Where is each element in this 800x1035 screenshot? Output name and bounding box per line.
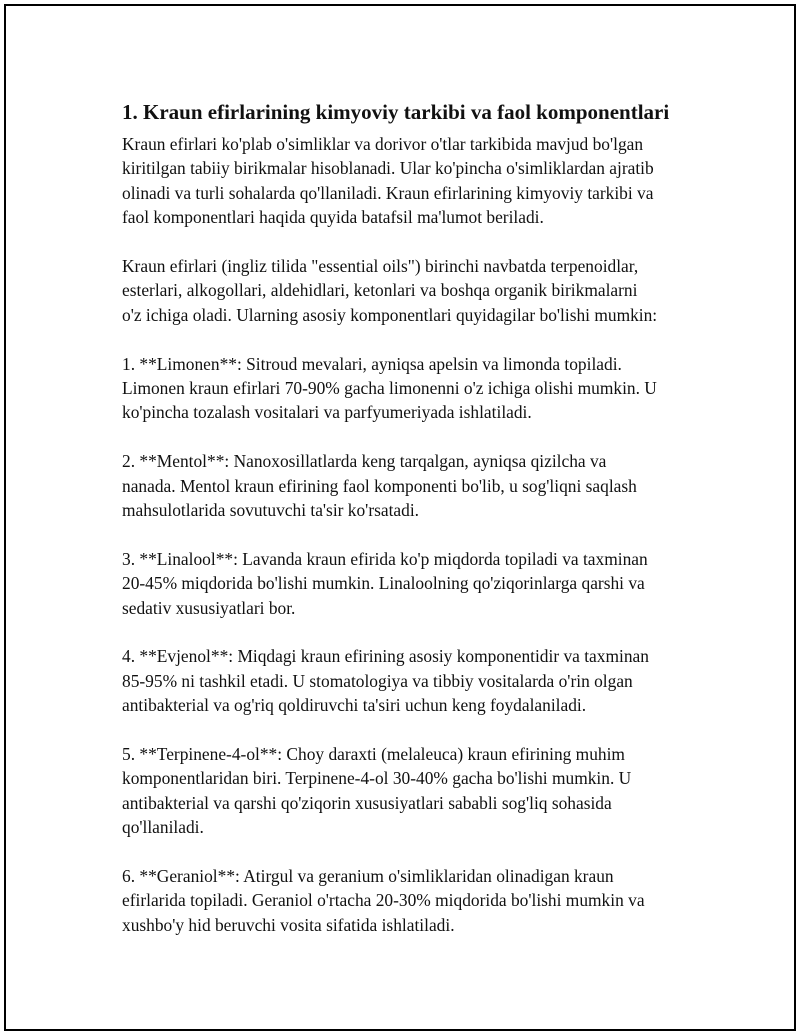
- text-line: komponentlaridan biri. Terpinene-4-ol 30-40% gacha bo'lishi mumkin. U: [122, 768, 632, 789]
- text-line: qo'llaniladi.: [122, 817, 204, 838]
- list-item-mentol: [122, 449, 722, 522]
- text-line: 1. **Limonen**: Sitroud mevalari, ayniqsa apelsin va limonda topiladi.: [122, 353, 622, 374]
- text-line: olinadi va turli sohalarda qo'llaniladi. Kraun efirlarining kimyoviy tarkibi va: [122, 182, 654, 203]
- text-line: nanada. Mentol kraun efirining faol komponenti bo'lib, u sog'liqni saqlash: [122, 475, 637, 496]
- document-body: [122, 98, 722, 962]
- text-line: ko'pincha tozalash vositalari va parfyumeriyada ishlatiladi.: [122, 402, 532, 423]
- text-line: Kraun efirlari (ingliz tilida "essential oils") birinchi navbatda terpenoidlar,: [122, 256, 639, 277]
- paragraph-overview: [122, 254, 722, 327]
- text-line: xushbo'y hid beruvchi vosita sifatida ishlatiladi.: [122, 914, 455, 935]
- list-item-linalool: [122, 547, 722, 620]
- page-title: 1. Kraun efirlarining kimyoviy tarkibi va faol komponentlari: [122, 100, 670, 124]
- text-line: efirlarida topiladi. Geraniol o'rtacha 20-30% miqdorida bo'lishi mumkin va: [122, 890, 645, 911]
- list-item-limonen: [122, 352, 722, 425]
- text-line: 3. **Linalool**: Lavanda kraun efirida ko'p miqdorda topiladi va taxminan: [122, 548, 648, 569]
- text-line: antibakterial va qarshi qo'ziqorin xususiyatlari sababli sog'liq sohasida: [122, 792, 612, 813]
- text-line: o'z ichiga oladi. Ularning asosiy komponentlari quyidagilar bo'lishi mumkin:: [122, 304, 658, 325]
- text-line: kiritilgan tabiiy birikmalar hisoblanadi. Ular ko'pincha o'simliklardan ajratib: [122, 158, 654, 179]
- text-line: Limonen kraun efirlari 70-90% gacha limonenni o'z ichiga olishi mumkin. U: [122, 378, 657, 399]
- text-line: Kraun efirlari ko'plab o'simliklar va dorivor o'tlar tarkibida mavjud bo'lgan: [122, 134, 644, 154]
- text-line: antibakterial va og'riq qoldiruvchi ta'siri uchun keng foydalaniladi.: [122, 695, 587, 716]
- text-line: esterlari, alkogollari, aldehidlari, ketonlari va boshqa organik birikmalarni: [122, 280, 638, 301]
- text-line: 85-95% ni tashkil etadi. U stomatologiya va tibbiy vositalarda o'rin olgan: [122, 670, 633, 691]
- text-line: 2. **Mentol**: Nanoxosillatlarda keng tarqalgan, ayniqsa qizilcha va: [122, 451, 607, 472]
- page-frame: [4, 4, 796, 1031]
- list-item-geraniol: [122, 864, 722, 937]
- list-item-terpinene: [122, 742, 722, 840]
- paragraph-intro: [122, 132, 722, 230]
- text-line: sedativ xususiyatlari bor.: [122, 597, 296, 618]
- text-line: mahsulotlarida sovutuvchi ta'sir ko'rsatadi.: [122, 500, 420, 521]
- text-line: 6. **Geraniol**: Atirgul va geranium o'simliklaridan olinadigan kraun: [122, 866, 614, 887]
- list-item-evjenol: [122, 644, 722, 717]
- text-line: 20-45% miqdorida bo'lishi mumkin. Linaloolning qo'ziqorinlarga qarshi va: [122, 573, 645, 594]
- text-line: 5. **Terpinene-4-ol**: Choy daraxti (melaleuca) kraun efirining muhim: [122, 744, 625, 765]
- text-line: faol komponentlari haqida quyida batafsil ma'lumot beriladi.: [122, 207, 544, 228]
- text-line: 4. **Evjenol**: Miqdagi kraun efirining asosiy komponentidir va taxminan: [122, 646, 649, 667]
